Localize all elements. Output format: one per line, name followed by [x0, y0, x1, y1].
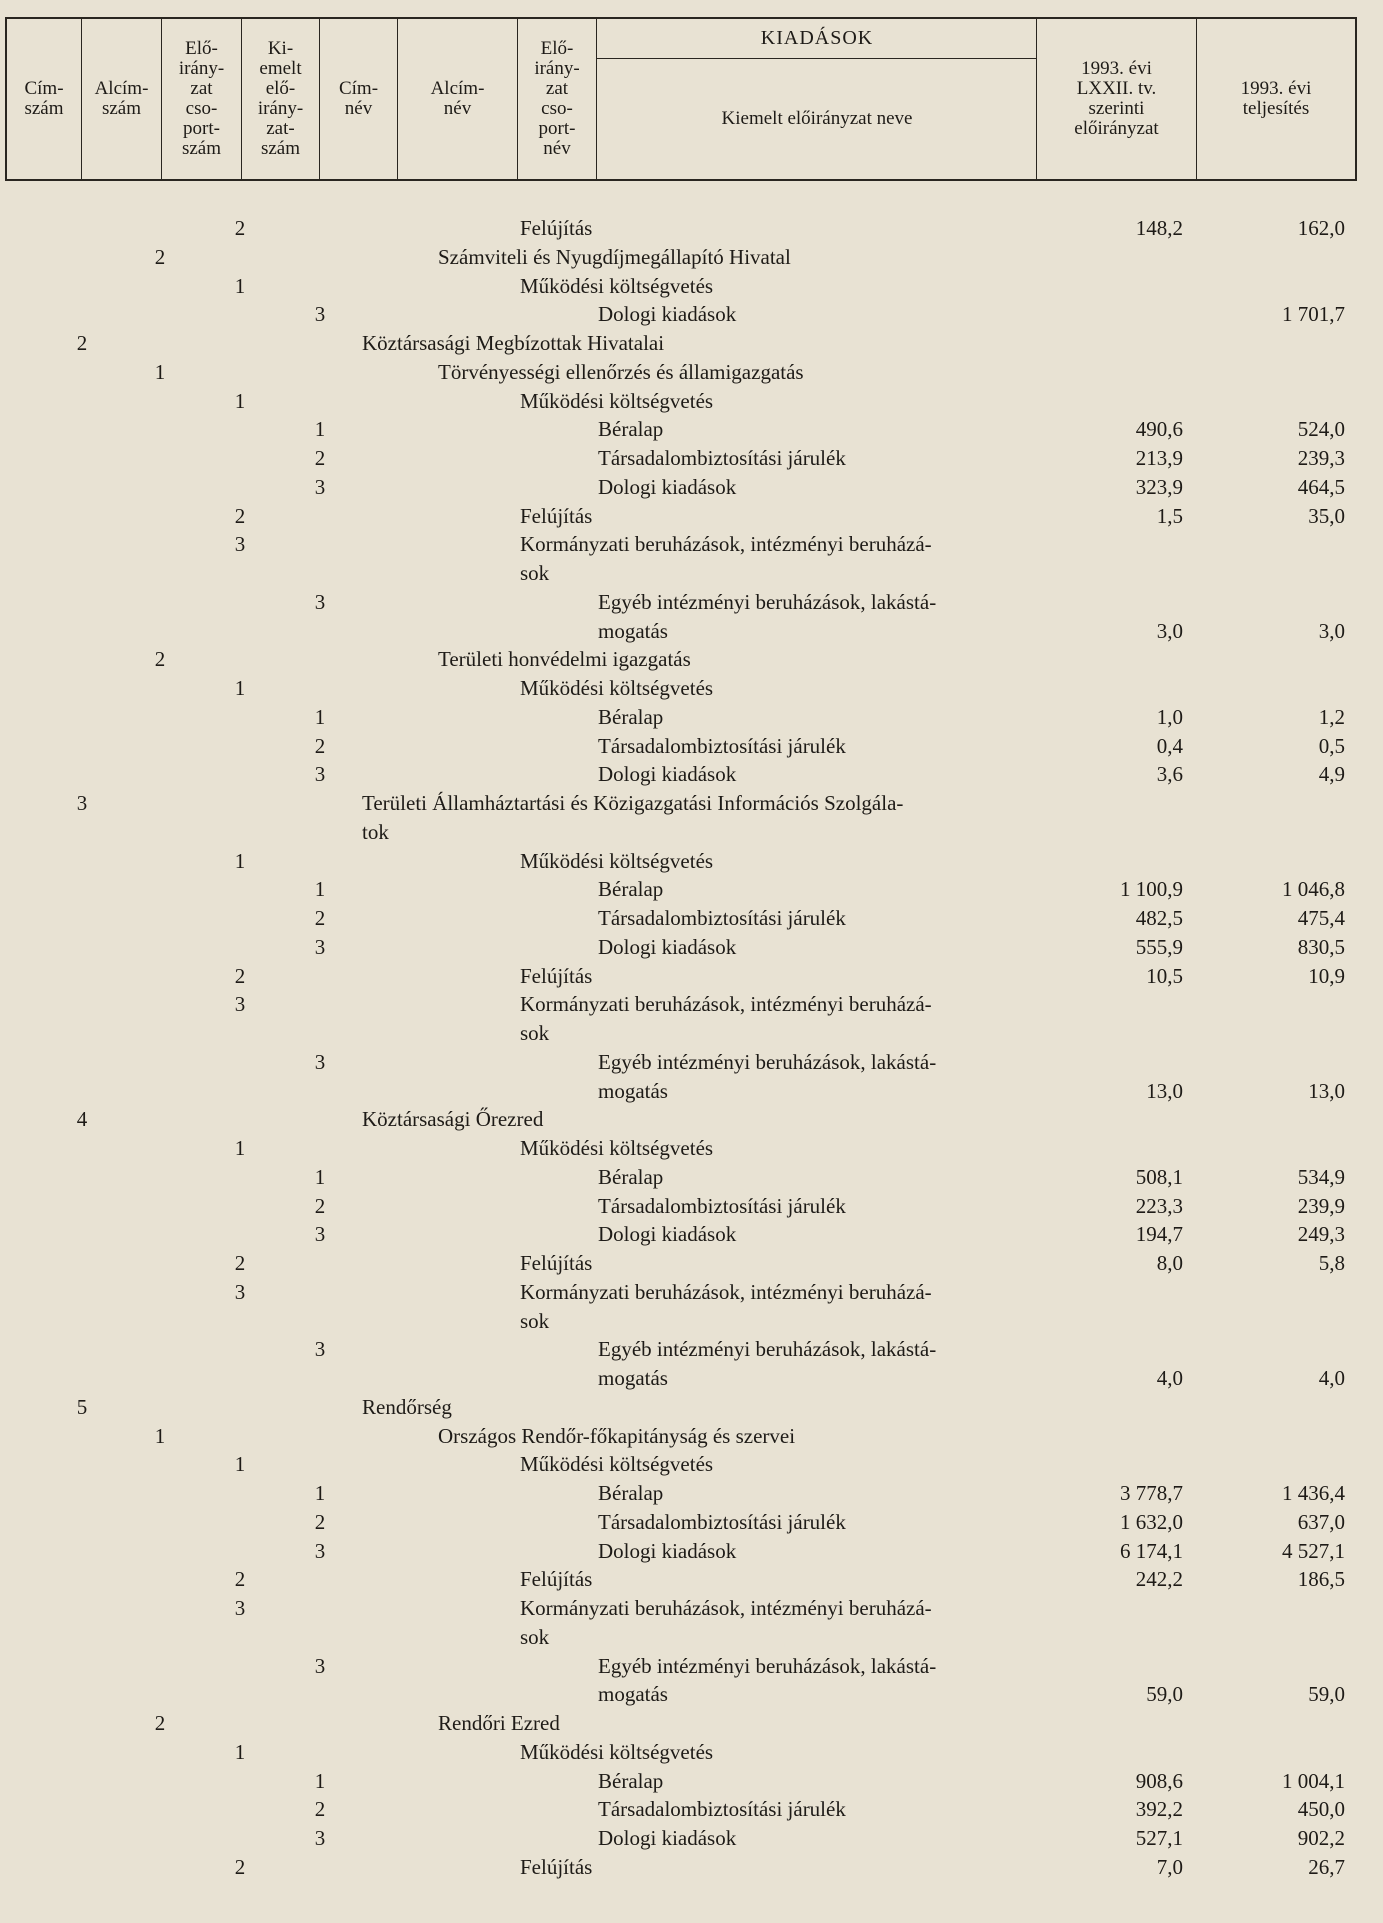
value-eloiranyzat: 0,4 [1156, 733, 1183, 758]
row-label: Országos Rendőr-főkapitányság és szervei [438, 1423, 796, 1448]
row-label: Béralap [598, 877, 664, 902]
row-label: Társadalombiztosítási járulék [598, 1797, 846, 1822]
row-number: 1 [314, 877, 326, 902]
table-row [0, 588, 1383, 616]
value-teljesites: 4 527,1 [1282, 1538, 1345, 1563]
row-label: mogatás [598, 1682, 668, 1707]
row-number: 1 [234, 388, 246, 413]
row-number: 3 [314, 1826, 326, 1850]
value-eloiranyzat: 392,2 [1135, 1797, 1183, 1822]
row-number: 3 [314, 1222, 326, 1247]
row-number: 2 [234, 503, 246, 528]
row-label: Dologi kiadások [598, 1826, 737, 1850]
row-number: 1 [314, 417, 326, 442]
row-number: 3 [234, 1596, 246, 1620]
value-teljesites: 5,8 [1318, 1251, 1345, 1275]
table-row [0, 732, 1383, 760]
row-label: Működési költségvetés [520, 676, 714, 700]
value-eloiranyzat: 242,2 [1135, 1567, 1183, 1592]
table-row [0, 214, 1383, 242]
value-teljesites: 464,5 [1297, 474, 1345, 499]
table-row [0, 617, 1383, 645]
row-number: 2 [154, 244, 166, 269]
row-label: Társadalombiztosítási járulék [598, 1193, 846, 1218]
header-cimnev: Cím- név [320, 19, 398, 179]
value-eloiranyzat: 3,6 [1156, 762, 1183, 787]
row-number: 2 [234, 1567, 246, 1592]
table-row [0, 962, 1383, 990]
row-number: 2 [314, 1193, 326, 1218]
table-row [0, 1565, 1383, 1593]
value-eloiranyzat: 194,7 [1135, 1222, 1183, 1247]
row-number: 2 [76, 331, 88, 355]
value-eloiranyzat: 1 632,0 [1120, 1509, 1183, 1534]
row-label: sok [520, 561, 550, 585]
table-row [0, 1422, 1383, 1450]
row-label: Felújítás [520, 1567, 593, 1592]
row-number: 1 [234, 1739, 246, 1764]
row-label: Egyéb intézményi beruházások, lakástá- [598, 1337, 937, 1362]
row-label: Működési költségvetés [520, 1136, 714, 1160]
row-label: Kormányzati beruházások, intézményi beruházá- [520, 532, 932, 557]
header-cimszam: Cím- szám [7, 19, 82, 179]
table-row [0, 1105, 1383, 1133]
row-number: 1 [314, 1481, 326, 1505]
row-label: Béralap [598, 417, 664, 442]
table-row [0, 329, 1383, 357]
row-label: Dologi kiadások [598, 474, 737, 499]
value-eloiranyzat: 527,1 [1135, 1826, 1183, 1850]
table-row [0, 674, 1383, 702]
row-label: Területi Államháztartási és Közigazgatási Információs Szolgála- [362, 791, 904, 815]
table-row [0, 1623, 1383, 1651]
table-row [0, 1192, 1383, 1220]
value-teljesites: 249,3 [1297, 1222, 1345, 1247]
value-teljesites: 59,0 [1308, 1682, 1345, 1707]
header-eloiranyzat-csoportszam: Elő- irány- zat cso- port- szám [162, 19, 242, 179]
table-row [0, 502, 1383, 530]
table-row [0, 1364, 1383, 1392]
table-row [0, 1508, 1383, 1536]
value-teljesites: 0,5 [1318, 733, 1345, 758]
value-eloiranyzat: 223,3 [1135, 1193, 1183, 1218]
row-label: Felújítás [520, 1854, 593, 1879]
row-label: mogatás [598, 1078, 668, 1103]
value-teljesites: 524,0 [1297, 417, 1345, 442]
value-teljesites: 239,9 [1297, 1193, 1345, 1218]
header-eloiranyzat-csoportnev: Elő- irány- zat cso- port- név [518, 19, 597, 179]
row-label: Béralap [598, 1768, 664, 1793]
value-teljesites: 1 701,7 [1282, 302, 1345, 327]
value-eloiranyzat: 1 100,9 [1120, 877, 1183, 902]
value-teljesites: 1 436,4 [1282, 1481, 1345, 1505]
table-row [0, 358, 1383, 386]
value-eloiranyzat: 213,9 [1135, 446, 1183, 470]
row-label: Működési költségvetés [520, 1739, 714, 1764]
value-eloiranyzat: 10,5 [1146, 963, 1183, 988]
header-kiadasok: KIADÁSOK [597, 19, 1037, 59]
row-label: Béralap [598, 1164, 664, 1189]
table-row [0, 1479, 1383, 1507]
row-number: 2 [234, 1854, 246, 1879]
value-eloiranyzat: 1,5 [1156, 503, 1183, 528]
row-label: Működési költségvetés [520, 273, 714, 298]
row-label: tok [362, 819, 389, 844]
header-eloiranyzat-1993: 1993. évi LXXII. tv. szerinti előirányzat [1037, 19, 1197, 179]
table-row [0, 875, 1383, 903]
row-label: Rendőrség [362, 1394, 452, 1419]
table-row [0, 1680, 1383, 1708]
table-row [0, 933, 1383, 961]
row-number: 1 [314, 1164, 326, 1189]
row-number: 2 [314, 446, 326, 470]
table-row [0, 1393, 1383, 1421]
row-label: Egyéb intézményi beruházások, lakástá- [598, 1049, 937, 1074]
row-label: mogatás [598, 618, 668, 643]
row-number: 3 [314, 1653, 326, 1678]
row-label: Törvényességi ellenőrzés és államigazgatás [438, 359, 804, 384]
table-row [0, 1019, 1383, 1047]
table-header [5, 17, 1357, 181]
value-teljesites: 475,4 [1297, 906, 1345, 930]
row-label: Felújítás [520, 1251, 593, 1275]
row-label: Dologi kiadások [598, 1222, 737, 1247]
value-eloiranyzat: 1,0 [1156, 704, 1183, 729]
header-alcimnev: Alcím- név [398, 19, 518, 179]
row-number: 2 [154, 647, 166, 672]
row-label: Dologi kiadások [598, 1538, 737, 1563]
table-row [0, 1335, 1383, 1363]
row-label: Felújítás [520, 963, 593, 988]
table-row [0, 1134, 1383, 1162]
value-eloiranyzat: 508,1 [1135, 1164, 1183, 1189]
value-eloiranyzat: 148,2 [1135, 216, 1183, 240]
value-teljesites: 186,5 [1297, 1567, 1345, 1592]
table-row [0, 847, 1383, 875]
row-number: 3 [76, 791, 88, 815]
value-teljesites: 35,0 [1308, 503, 1345, 528]
row-number: 3 [314, 1538, 326, 1563]
value-eloiranyzat: 323,9 [1135, 474, 1183, 499]
value-teljesites: 26,7 [1308, 1854, 1345, 1879]
row-label: Működési költségvetés [520, 388, 714, 413]
row-label: Kormányzati beruházások, intézményi beruházá- [520, 1596, 932, 1620]
row-number: 3 [234, 992, 246, 1017]
row-number: 3 [234, 1279, 246, 1304]
value-eloiranyzat: 4,0 [1156, 1366, 1183, 1390]
table-row [0, 387, 1383, 415]
table-row [0, 818, 1383, 846]
table-row [0, 1220, 1383, 1248]
row-number: 1 [314, 1768, 326, 1793]
row-label: Köztársasági Őrezred [362, 1107, 544, 1132]
row-label: mogatás [598, 1366, 668, 1390]
row-number: 1 [314, 704, 326, 729]
row-number: 2 [314, 733, 326, 758]
row-number: 3 [314, 1337, 326, 1362]
table-row [0, 904, 1383, 932]
row-label: Felújítás [520, 503, 593, 528]
row-number: 1 [234, 676, 246, 700]
table-row [0, 1249, 1383, 1277]
value-teljesites: 1,2 [1318, 704, 1345, 729]
table-row [0, 1767, 1383, 1795]
value-eloiranyzat: 482,5 [1135, 906, 1183, 930]
value-eloiranyzat: 490,6 [1135, 417, 1183, 442]
row-number: 3 [314, 934, 326, 959]
row-number: 1 [234, 848, 246, 873]
table-row [0, 559, 1383, 587]
row-label: Köztársasági Megbízottak Hivatalai [362, 331, 665, 355]
row-label: Dologi kiadások [598, 302, 737, 327]
table-row [0, 473, 1383, 501]
row-label: sok [520, 1308, 550, 1333]
table-row [0, 1163, 1383, 1191]
table-row [0, 444, 1383, 472]
row-number: 2 [314, 1797, 326, 1822]
row-number: 2 [314, 906, 326, 930]
table-row [0, 272, 1383, 300]
row-number: 3 [314, 474, 326, 499]
value-eloiranyzat: 555,9 [1135, 934, 1183, 959]
row-number: 2 [234, 963, 246, 988]
value-teljesites: 1 046,8 [1282, 877, 1345, 902]
value-teljesites: 830,5 [1297, 934, 1345, 959]
row-number: 2 [234, 216, 246, 240]
table-row [0, 1738, 1383, 1766]
table-row [0, 415, 1383, 443]
value-teljesites: 3,0 [1318, 618, 1345, 643]
row-label: Társadalombiztosítási járulék [598, 446, 846, 470]
table-row [0, 990, 1383, 1018]
row-number: 2 [154, 1711, 166, 1735]
row-label: Egyéb intézményi beruházások, lakástá- [598, 1653, 937, 1678]
row-number: 1 [154, 1423, 166, 1448]
table-row [0, 1795, 1383, 1823]
header-kiemelt-eloiranyzatszam: Ki- emelt elő- irány- zat- szám [242, 19, 320, 179]
row-label: sok [520, 1624, 550, 1649]
row-label: Dologi kiadások [598, 762, 737, 787]
row-label: Társadalombiztosítási járulék [598, 733, 846, 758]
row-number: 3 [314, 589, 326, 614]
row-label: Működési költségvetés [520, 848, 714, 873]
row-number: 1 [234, 1136, 246, 1160]
header-kiemelt-eloiranyzat-neve: Kiemelt előirányzat neve [721, 108, 913, 129]
table-row [0, 243, 1383, 271]
value-eloiranyzat: 3,0 [1156, 618, 1183, 643]
row-number: 3 [314, 1049, 326, 1074]
row-number: 2 [314, 1509, 326, 1534]
row-label: Működési költségvetés [520, 1452, 714, 1477]
row-number: 3 [314, 302, 326, 327]
row-number: 3 [314, 762, 326, 787]
table-row [0, 300, 1383, 328]
row-label: Béralap [598, 1481, 664, 1505]
row-number: 1 [234, 1452, 246, 1477]
row-number: 3 [234, 532, 246, 557]
table-row [0, 1853, 1383, 1881]
table-row [0, 530, 1383, 558]
row-label: Dologi kiadások [598, 934, 737, 959]
value-teljesites: 4,9 [1318, 762, 1345, 787]
value-teljesites: 239,3 [1297, 446, 1345, 470]
table-row [0, 1077, 1383, 1105]
table-row [0, 1652, 1383, 1680]
table-row [0, 789, 1383, 817]
value-teljesites: 162,0 [1297, 216, 1345, 240]
row-label: sok [520, 1021, 550, 1045]
value-teljesites: 450,0 [1297, 1797, 1345, 1822]
value-teljesites: 902,2 [1297, 1826, 1345, 1850]
row-number: 2 [234, 1251, 246, 1275]
row-label: Kormányzati beruházások, intézményi beruházá- [520, 992, 932, 1017]
value-eloiranyzat: 13,0 [1146, 1078, 1183, 1103]
header-teljesites-1993: 1993. évi teljesítés [1240, 78, 1312, 119]
row-label: Társadalombiztosítási járulék [598, 1509, 846, 1534]
table-row [0, 1278, 1383, 1306]
table-row [0, 1709, 1383, 1737]
header-alcimszam: Alcím- szám [82, 19, 162, 179]
row-label: Felújítás [520, 216, 593, 240]
row-number: 1 [234, 273, 246, 298]
row-label: Társadalombiztosítási járulék [598, 906, 846, 930]
value-teljesites: 13,0 [1308, 1078, 1345, 1103]
value-eloiranyzat: 59,0 [1146, 1682, 1183, 1707]
table-row [0, 1450, 1383, 1478]
row-label: Területi honvédelmi igazgatás [438, 647, 691, 672]
value-eloiranyzat: 3 778,7 [1120, 1481, 1183, 1505]
row-label: Számviteli és Nyugdíjmegállapító Hivatal [438, 244, 791, 269]
table-row [0, 760, 1383, 788]
row-number: 5 [76, 1394, 88, 1419]
table-row [0, 1307, 1383, 1335]
value-teljesites: 637,0 [1297, 1509, 1345, 1534]
row-number: 1 [154, 359, 166, 384]
value-teljesites: 10,9 [1308, 963, 1345, 988]
row-label: Béralap [598, 704, 664, 729]
value-eloiranyzat: 8,0 [1156, 1251, 1183, 1275]
value-teljesites: 4,0 [1318, 1366, 1345, 1390]
value-eloiranyzat: 7,0 [1156, 1854, 1183, 1879]
table-row [0, 703, 1383, 731]
table-row [0, 645, 1383, 673]
value-eloiranyzat: 6 174,1 [1120, 1538, 1183, 1563]
row-label: Egyéb intézményi beruházások, lakástá- [598, 589, 937, 614]
value-eloiranyzat: 908,6 [1135, 1768, 1183, 1793]
row-label: Kormányzati beruházások, intézményi beruházá- [520, 1279, 932, 1304]
row-label: Rendőri Ezred [438, 1711, 560, 1735]
table-row [0, 1824, 1383, 1852]
table-row [0, 1537, 1383, 1565]
row-number: 4 [76, 1107, 88, 1132]
value-teljesites: 1 004,1 [1282, 1768, 1345, 1793]
table-row [0, 1594, 1383, 1622]
table-row [0, 1048, 1383, 1076]
value-teljesites: 534,9 [1297, 1164, 1345, 1189]
